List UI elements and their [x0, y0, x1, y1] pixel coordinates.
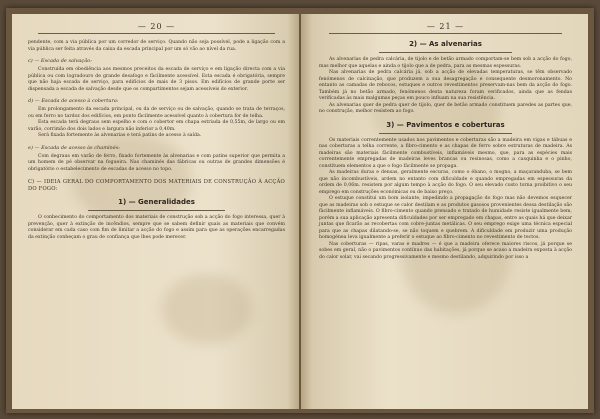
paragraph: Será fixada fortemente às alvenarias e terá patins de acesso à saída. — [38, 133, 202, 138]
page-number: — 20 — — [38, 22, 275, 34]
paragraph: As madeiras duras e densas, geralmente escuras, como o ébano, o mogno, a maçaranduba, se bem que não incombustíveis, ardem no entanto com dificuldade e quando empregadas em espessuras da ordem de 0,06m. resistem por algum tempo à acção do fogo. O seu elevado custo torna proibitivo o seu emprego em construções económicas ou de baixo preço. — [319, 170, 572, 195]
page-number: — 21 — — [329, 22, 562, 34]
paragraph: pendente, com a via pública por um corredor de serviço. Quando não seja possível, pode a ligação com a via pública ser feita através da caixa da escada principal por um só vão ao nível da rua. — [28, 40, 285, 52]
subsection-title: d) — Escada de acesso à cobertura: — [28, 98, 119, 104]
book-spread — [6, 8, 594, 413]
paragraph: Nas coberturas — ripas, varas e madres — é que a madeira oferece maiores riscos, já porque se sobes em geral, não o pavimentos contínuo das habitações, já porque se acaso a madeira exposta à acção do calor solar, vai secando progressivamente e mesmo destilando, adquirindo por isso a — [319, 241, 572, 260]
heading-underline — [379, 133, 512, 134]
paragraph: Em prolongamento da escada principal, ou da de serviço ou de salvação, quando se trata de terraços, ou em ferro no tardoz dos edifícios, em ponto fàcilmente acessível quanto à cobertura for de telha. — [28, 107, 285, 119]
subsection-title: c) — Escada de salvação: — [28, 58, 92, 64]
paragraph: Nas alvenarias de pedra calcária já, sob a acção de elevadas temperaturas, se têm observado fenómenos de calcinação, que produzem a sua desagregação e consequente desmoronamento. No entanto as camadas de rebocos, estuques e outros revestimentos preservam-nas bem da acção do fogo. Também já no betão armado, fenómenos desta natureza foram verificados, ainda que as fendas verificadas às mais malgumas peças em pouco influam na sua resistência. — [319, 70, 572, 101]
paragraph: As alvenarias de pedra calcária, de tijolo e de betão armado comportam-se bem sob a acção do fogo, mas melhor que aquelas e ainda o tijolo que a de pedra, para as mesmas espessuras. — [319, 57, 572, 69]
section-title: C) — IDEIA GERAL DO COMPORTAMENTO DOS MATERIAIS DE CONSTRUÇÃO À ACÇÃO DO FOGO: — [28, 179, 285, 192]
paragraph: Esta escada terá degraus sem espelho e com o cobertor em chapa estriada de 0,55m, de largo ou em varão, corrimão dos dois lados e largura não inferior a 0,40m. — [28, 120, 285, 132]
paragraph: As alvenarias quer de pedra quer de tijolo, quer de betão armado constituem paredes as partes que, no construção, melhor resistem ao fogo. — [319, 102, 572, 114]
section-heading: 1) — Generalidades — [118, 198, 195, 206]
paragraph: Os materiais correntemente usados nos pavimentos e coberturas são a madeira em vigas e tábuas e nas coberturas a telha corrente, a fibro-cimento e as chapas de ferro sobre estruturas de madeira. As madeiras são materiais fàcilmente combustíveis, inflamáveis mesmo, que, para as espécies mais correntemente empregadas de madeiras leves brancas ou resinosas, como a casquinha e o pinho, constituem elementos a que o fogo fàcilmente se propaga. — [319, 137, 572, 169]
right-page — [301, 14, 588, 409]
subsection-title: e) — Escada de acesso às chaminés: — [28, 144, 120, 151]
section-heading: 3) — Pavimentos e coberturas — [386, 120, 505, 129]
heading-underline — [88, 210, 225, 211]
paragraph: Construída em obediência aos mesmos preceitos da escada de serviço e em ligação directa com a via pública ou com logradouro de grande desafogo e fàcilmente acessível. Esta escada é obrigatória, sempre que não haja escada de serviço, para edifícios de mais de 3 pisos. Em edifícios de grande porte ser dispensada a escada de salvação desde que os compartimentos sejam acessíveis do exterior. — [28, 67, 285, 92]
paragraph: O conhecimento do comportamento dos materiais de construção sob a acção do fogo interessa, quer à prevenção, quer à extinção de incêndios, sempre que se sabem definir quais as materiais que convém considerar em cada caso com fim de limitar a acção do fogo e assim para que as operações encarregadas da extinção conheçam o grau de confiança que lhes pode merecer. — [28, 215, 285, 240]
left-page — [12, 14, 299, 409]
section-heading: 2) — As alvenarias — [409, 40, 482, 48]
heading-underline — [379, 52, 512, 53]
paragraph: Com degraus em varão de ferro, fixado fortemente às alvenarias e com patins superior que permita a um homem de pé observar na fogueira. Nas chaminés das fábricas ou outras de grandes dimensões é obrigatório o estabelecimento de escadas de acesso no topo. — [28, 153, 285, 172]
paragraph: O estuque constitui um bom isolante, impedindo a propagação do fogo mas não devemos esquecer que as madeiras sob o estuque se calor destilam e as produtos gasosos provenientes dessa destilação são fàcilmente inflamáveis. O fibro-cimento quando prensado e tratado de humidade resiste igualmente bem, porém a sua aplicação apresenta dificuldades por ser empregado em chapas, entre as quais há que deixar juntas que ficarão as recobertas com cobre-juntas metálicas. O seu emprego exige uma técnica especial para que as chapas dilatando-se, se não toquem e quebrem. A dificuldade em produzir uma produção homogénea leva igualmente a preferir o estuque ao fibro-cimento no revestimento de tectos. — [319, 196, 572, 240]
